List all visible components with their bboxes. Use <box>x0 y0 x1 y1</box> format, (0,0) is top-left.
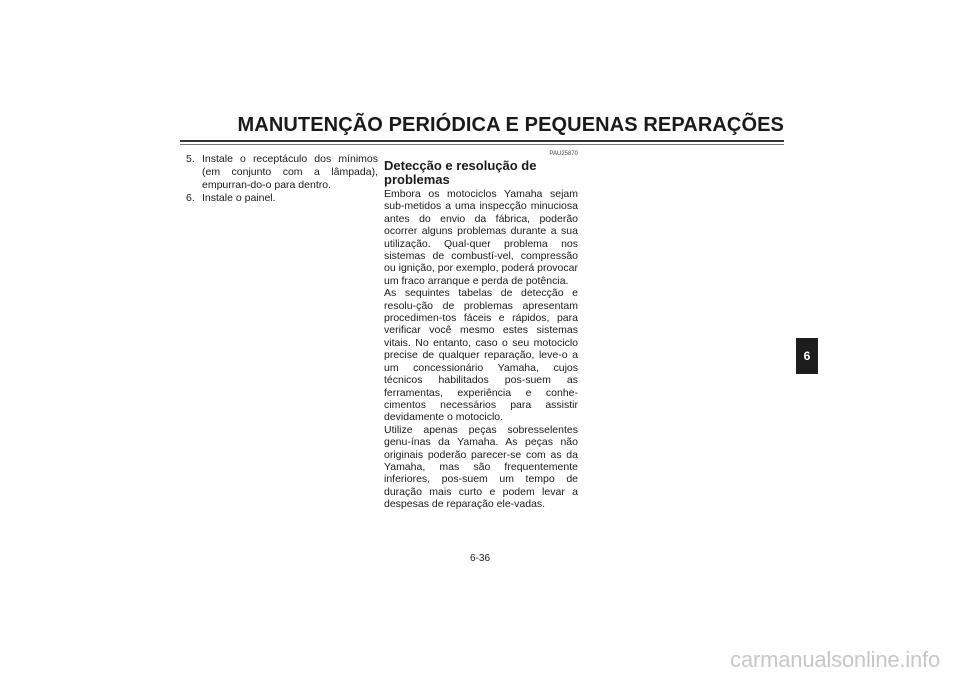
body-paragraph: Embora os motociclos Yamaha sejam sub-metidos a uma inspecção minuciosa antes do envio da fábrica, poderão ocorrer alguns problemas durante a sua utilização. Qual-quer problema nos sistemas de combustí-vel, compressão ou ignição, por exemplo, poderá provocar um fraco arranque e perda de potência. <box>384 188 578 287</box>
step-number: 6. <box>186 192 195 204</box>
chapter-tab: 6 <box>796 338 818 374</box>
step-number: 5. <box>186 153 195 165</box>
body-paragraph: As sequintes tabelas de detecção e resolu-ção de problemas apresentam procedimen-tos fáceis e rápidos, para verificar você mesmo estes sistemas vitais. No entanto, caso o seu motociclo precise de qualquer reparação, leve-o a um concessionário Yamaha, cujos técnicos habilitados pos-suem as ferramentas, experiência e conhe-cimentos necessários para assistir devidamente o motociclo. <box>384 287 578 424</box>
watermark: carmanualsonline.info <box>730 647 940 672</box>
right-column <box>384 150 578 511</box>
step-text: Instale o receptáculo dos mínimos (em conjunto com a lâmpada), empurran-do-o para dentro. <box>202 153 378 191</box>
body-paragraph: Utilize apenas peças sobresselentes genu-ínas da Yamaha. As peças não originais poderão parecer-se com as da Yamaha, mas são frequentemente inferiores, pos-suem um tempo de duração mais curto e podem levar a despesas de reparação ele-vadas. <box>384 423 578 511</box>
header-divider <box>180 140 784 142</box>
step-item <box>186 153 378 192</box>
section-title: Detecção e resolução de problemas <box>384 158 537 187</box>
header-divider-thin <box>180 144 784 145</box>
left-column <box>186 153 378 205</box>
step-text: Instale o painel. <box>202 192 276 204</box>
reference-code: PAU25870 <box>549 151 578 157</box>
page-number: 6-36 <box>469 553 490 564</box>
step-item <box>186 192 378 205</box>
page-header-title: MANUTENÇÃO PERIÓDICA E PEQUENAS REPARAÇÕES <box>237 114 784 136</box>
